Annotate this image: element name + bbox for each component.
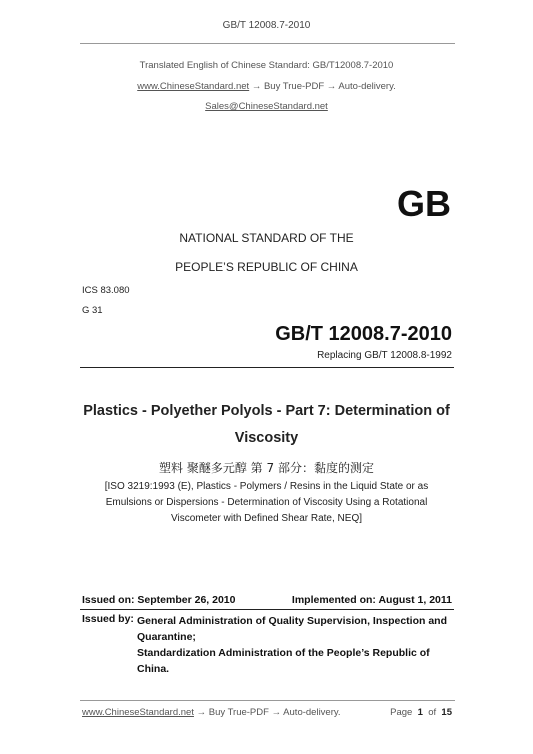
gb-logo: GB — [397, 183, 451, 224]
buy-text: → Buy True-PDF → Auto-delivery. — [249, 81, 396, 92]
national-standard-line2: PEOPLE’S REPUBLIC OF CHINA — [175, 260, 358, 274]
title-english-line2: Viscosity — [234, 430, 299, 446]
email-line — [0, 101, 533, 112]
iso-reference-line2: Emulsions or Dispersions - Determination of Viscosity Using a Rotational — [105, 497, 428, 508]
title-chinese: 塑料 聚醚多元醇 第 7 部分：黏度的测定 — [159, 461, 374, 475]
issued-by-label: Issued by: — [82, 613, 134, 625]
page-current: 1 — [417, 707, 423, 718]
title-english-line1: Plastics - Polyether Polyols - Part 7: Determination of — [83, 403, 450, 419]
site-link[interactable]: www.ChineseStandard.net — [137, 81, 250, 92]
footer-site-link[interactable]: www.ChineseStandard.net — [82, 707, 194, 718]
footer-purchase-line — [82, 707, 341, 718]
issuer-org2-line2: China. — [137, 663, 170, 675]
running-header: GB/T 12008.7-2010 — [222, 20, 311, 31]
standard-divider — [80, 367, 454, 368]
page-total: 15 — [441, 707, 452, 718]
issuer-org2-line1: Standardization Administration of the People’s Republic of — [137, 647, 430, 659]
issuer-org1-line2: Quarantine; — [137, 631, 196, 643]
iso-reference-line1: [ISO 3219:1993 (E), Plastics - Polymers / Resins in the Liquid State or as — [104, 481, 429, 492]
page-indicator — [390, 707, 452, 718]
issuer-org1-line1: General Administration of Quality Supervision, Inspection and — [137, 615, 447, 627]
ccs-code: G 31 — [82, 305, 103, 316]
of-label: of — [428, 707, 437, 718]
page-label: Page — [390, 707, 413, 718]
header-divider — [80, 43, 455, 44]
purchase-line — [0, 81, 533, 92]
footer-divider — [80, 700, 455, 701]
ics-code: ICS 83.080 — [82, 285, 130, 296]
issued-on-date: Issued on: September 26, 2010 — [82, 594, 236, 606]
dates-divider — [80, 609, 454, 610]
iso-reference-line3: Viscometer with Defined Shear Rate, NEQ] — [170, 513, 362, 524]
standard-number: GB/T 12008.7-2010 — [275, 323, 452, 345]
translation-note: Translated English of Chinese Standard: GB/T12008.7-2010 — [139, 60, 394, 71]
replacing-note: Replacing GB/T 12008.8-1992 — [317, 350, 452, 361]
implemented-on-date: Implemented on: August 1, 2011 — [291, 594, 452, 606]
national-standard-line1: NATIONAL STANDARD OF THE — [179, 231, 354, 245]
email-link[interactable]: Sales@ChineseStandard.net — [205, 101, 328, 112]
footer-buy-text: → Buy True-PDF → Auto-delivery. — [193, 707, 341, 718]
